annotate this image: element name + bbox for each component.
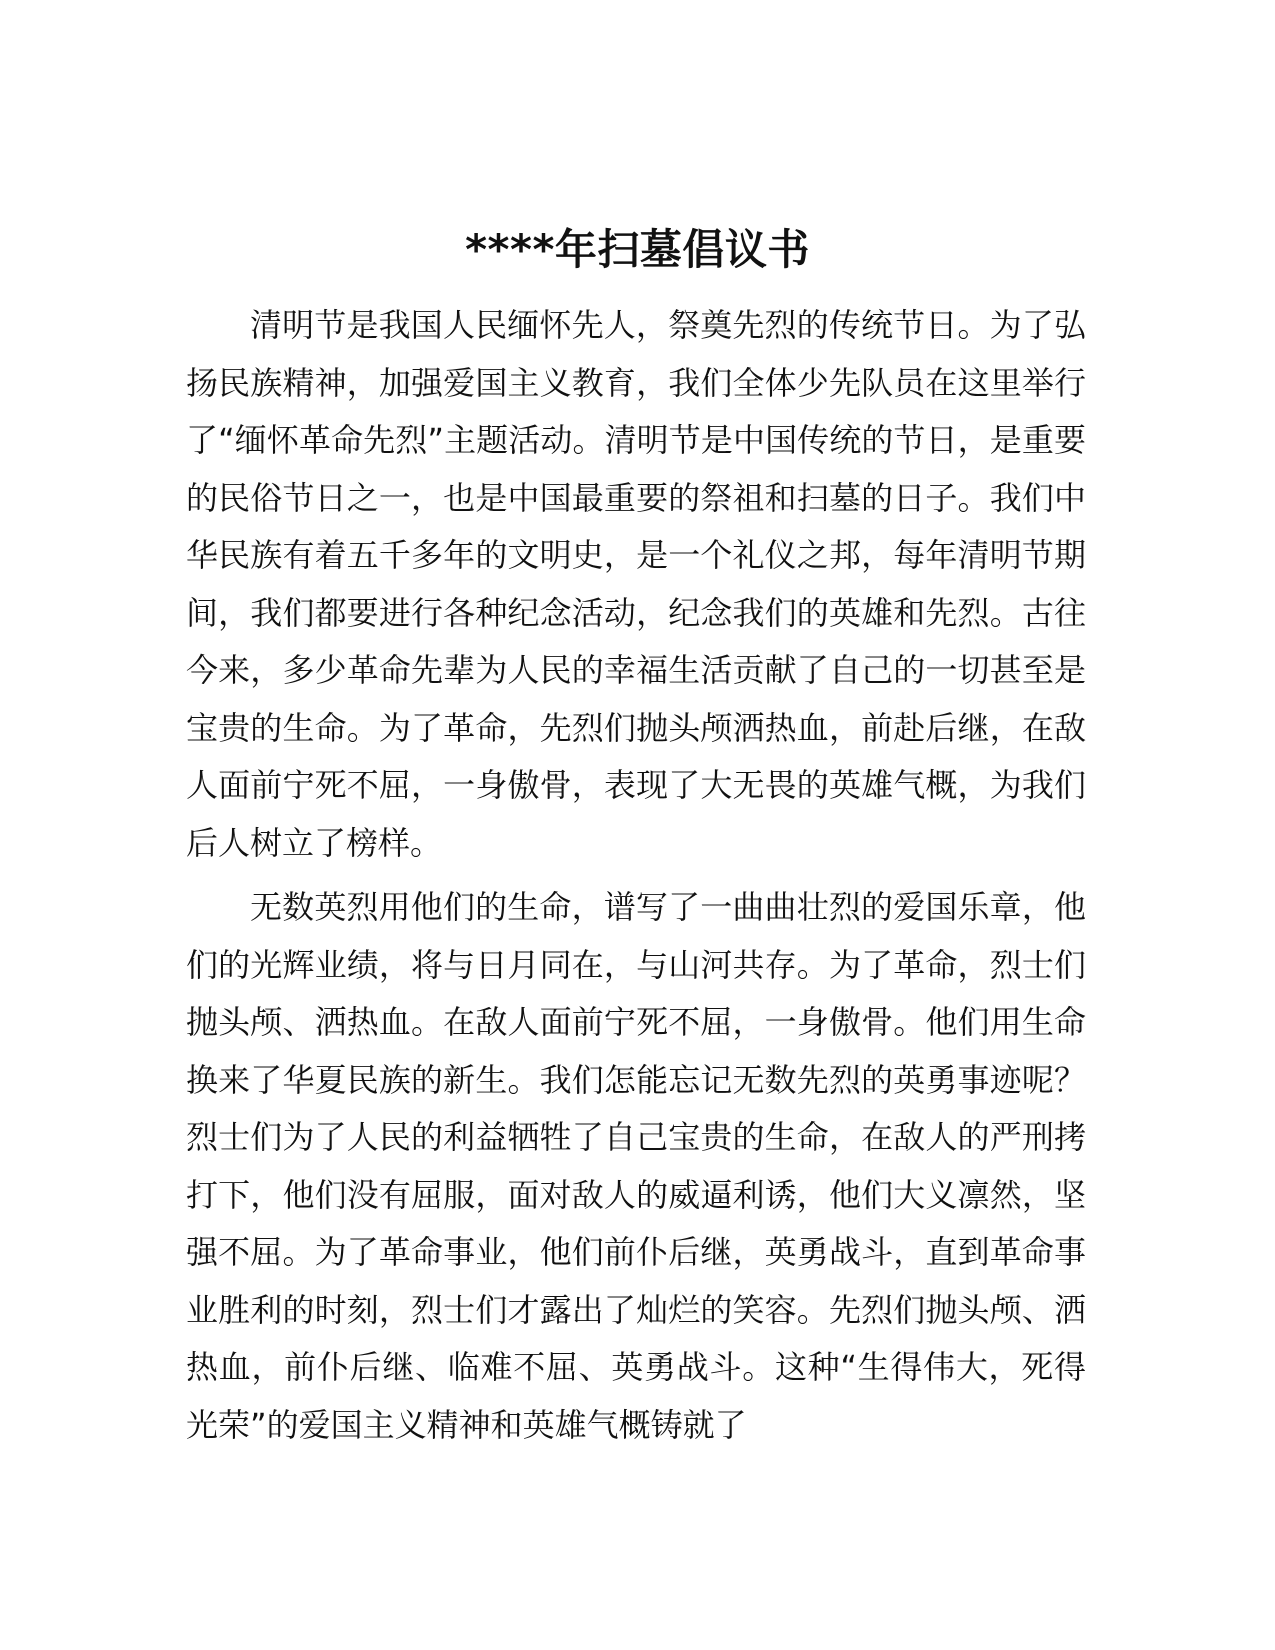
body-paragraph-1: 清明节是我国人民缅怀先人，祭奠先烈的传统节日。为了弘扬民族精神，加强爱国主义教育，我们全体少先队员在这里举行了“缅怀革命先烈”主题活动。清明节是中国传统的节日，是重要的民俗节日之一，也是中国最重要的祭祖和扫墓的日子。我们中华民族有着五千多年的文明史，是一个礼仪之邦，每年清明节期间，我们都要进行各种纪念活动，纪念我们的英雄和先烈。古往今来，多少革命先辈为人民的幸福生活贡献了自己的一切甚至是宝贵的生命。为了革命，先烈们抛头颅洒热血，前赴后继，在敌人面前宁死不屈，一身傲骨，表现了大无畏的英雄气概，为我们后人树立了榜样。 (186, 306, 1086, 862)
document-title: ****年扫墓倡议书 (465, 225, 810, 274)
document-body (186, 297, 1086, 1454)
body-paragraph-2: 无数英烈用他们的生命，谱写了一曲曲壮烈的爱国乐章，他们的光辉业绩，将与日月同在，与山河共存。为了革命，烈士们抛头颅、洒热血。在敌人面前宁死不屈，一身傲骨。他们用生命换来了华夏民族的新生。我们怎能忘记无数先烈的英勇事迹呢？烈士们为了人民的利益牺牲了自己宝贵的生命，在敌人的严刑拷打下，他们没有屈服，面对敌人的威逼利诱，他们大义凛然，坚强不屈。为了革命事业，他们前仆后继，英勇战斗，直到革命事业胜利的时刻，烈士们才露出了灿烂的笑容。先烈们抛头颅、洒热血，前仆后继、临难不屈、英勇战斗。这种“生得伟大，死得光荣”的爱国主义精神和英雄气概铸就了 (186, 888, 1086, 1444)
